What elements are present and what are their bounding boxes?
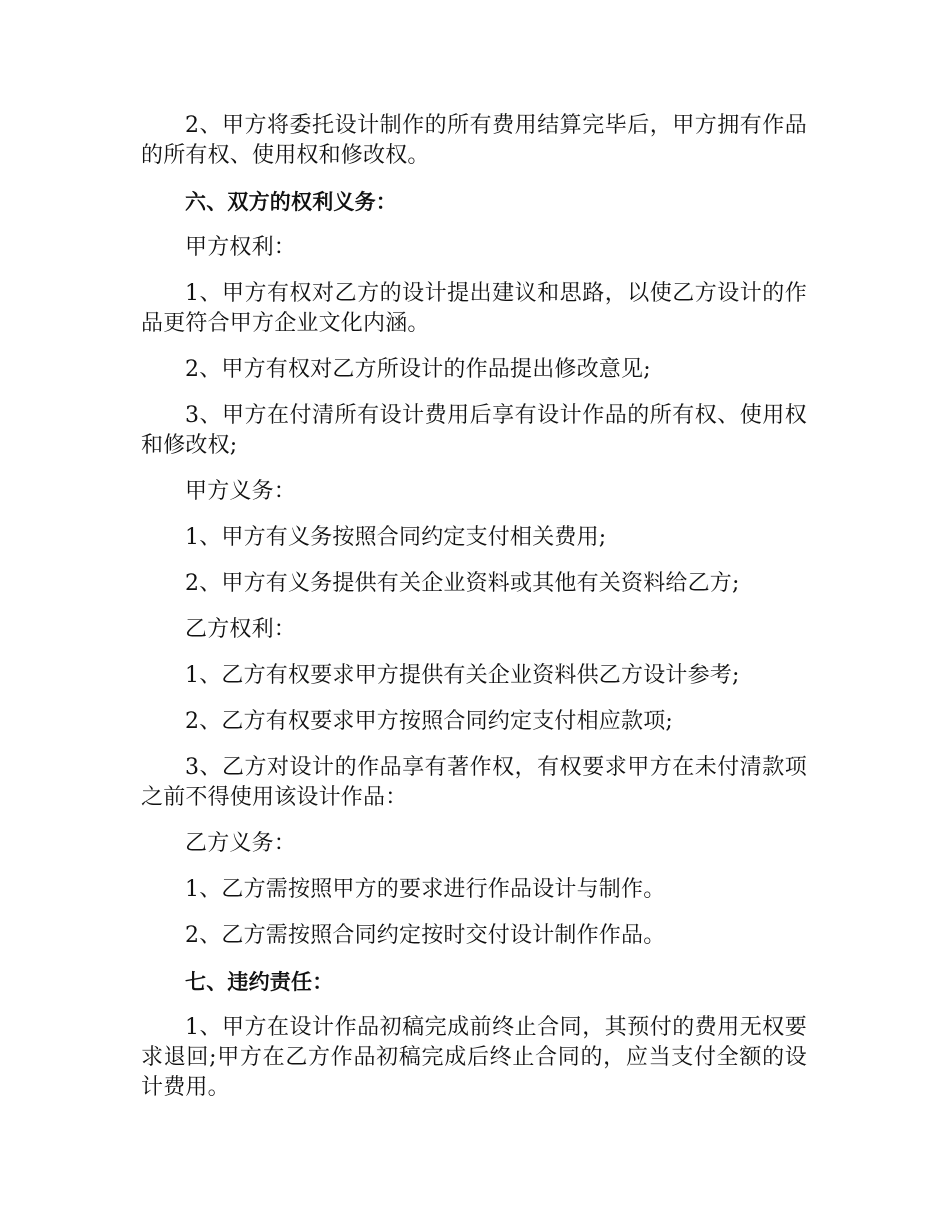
paragraph: 2、甲方将委托设计制作的所有费用结算完毕后，甲方拥有作品的所有权、使用权和修改权。 <box>141 113 807 168</box>
paragraph: 3、乙方对设计的作品享有著作权，有权要求甲方在未付清款项之前不得使用该设计作品： <box>141 755 807 810</box>
paragraph: 1、甲方有义务按照合同约定支付相关费用; <box>185 525 607 550</box>
subheading: 乙方义务： <box>185 831 297 856</box>
paragraph: 1、甲方有权对乙方的设计提出建议和思路，以使乙方设计的作品更符合甲方企业文化内涵。 <box>141 281 807 336</box>
paragraph: 2、乙方有权要求甲方按照合同约定支付相应款项; <box>185 709 674 734</box>
paragraph: 2、乙方需按照合同约定按时交付设计制作作品。 <box>185 923 666 948</box>
paragraph: 3、甲方在付清所有设计费用后享有设计作品的所有权、使用权和修改权; <box>141 403 807 458</box>
paragraph: 1、乙方有权要求甲方提供有关企业资料供乙方设计参考; <box>185 663 740 688</box>
document-page <box>141 111 807 1119</box>
subheading: 甲方权利： <box>185 235 297 260</box>
paragraph: 2、甲方有权对乙方所设计的作品提出修改意见; <box>185 357 651 382</box>
subheading: 甲方义务： <box>185 479 297 504</box>
section-heading: 七、违约责任： <box>185 970 334 994</box>
paragraph: 1、乙方需按照甲方的要求进行作品设计与制作。 <box>185 877 666 902</box>
paragraph: 2、甲方有义务提供有关企业资料或其他有关资料给乙方; <box>185 571 740 596</box>
subheading: 乙方权利： <box>185 617 297 642</box>
section-heading: 六、双方的权利义务： <box>185 190 397 214</box>
paragraph: 1、甲方在设计作品初稿完成前终止合同，其预付的费用无权要求退回;甲方在乙方作品初稿完成后终止合同的，应当支付全额的设计费用。 <box>141 1015 807 1100</box>
